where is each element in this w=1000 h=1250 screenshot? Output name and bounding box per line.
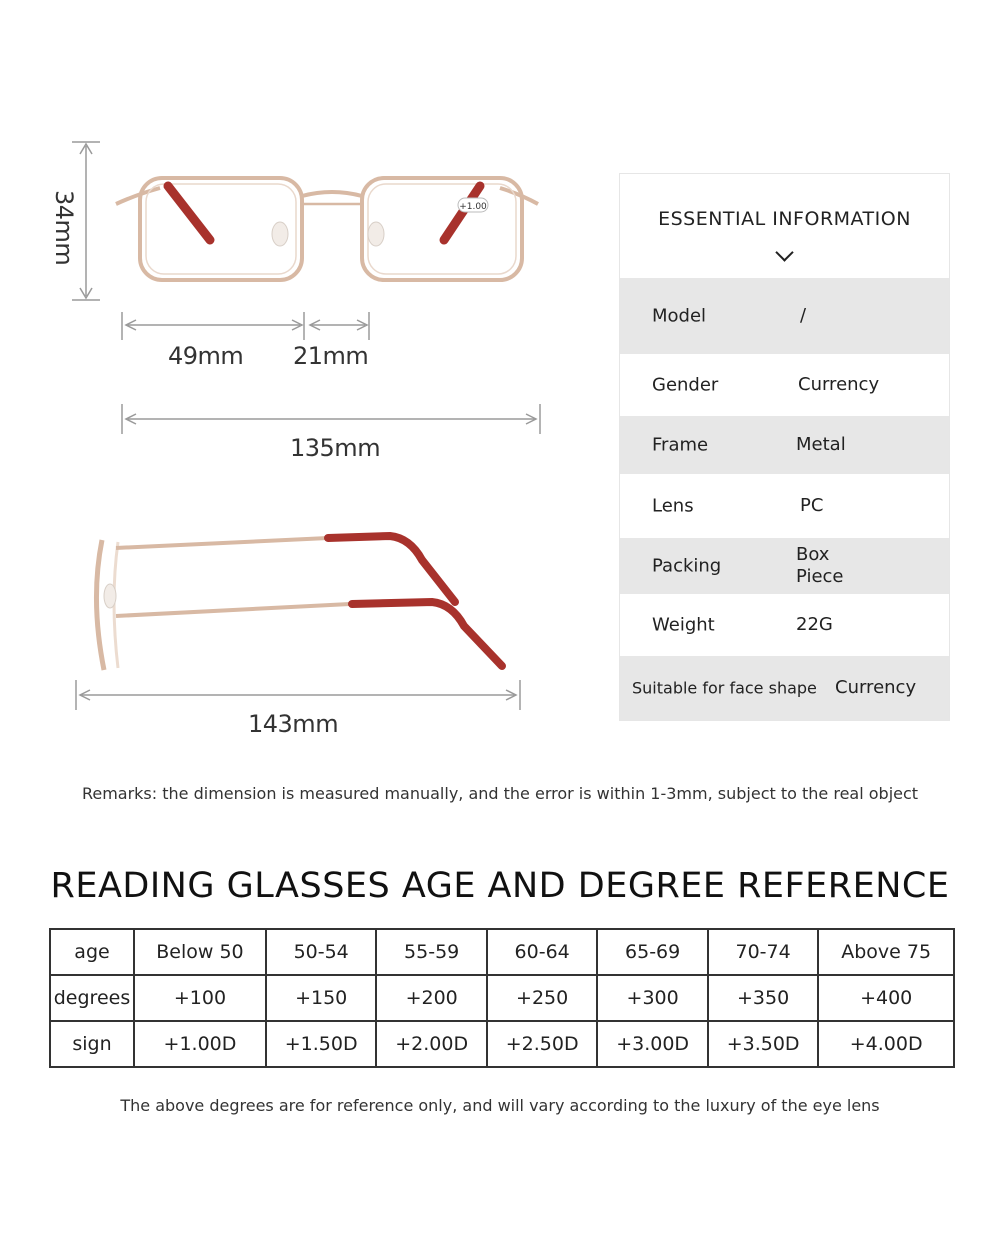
table-cell: +3.00D [597, 1021, 707, 1067]
frame-width-label: 135mm [290, 434, 381, 462]
info-value: PC [800, 495, 824, 516]
table-cell: 55-59 [376, 929, 486, 975]
bridge-width-label: 21mm [293, 342, 369, 370]
info-row-packing [620, 538, 949, 594]
table-cell: +250 [487, 975, 597, 1021]
nose-pad-left [272, 222, 288, 246]
info-row-weight [620, 594, 949, 656]
info-header [620, 174, 949, 278]
right-temple-tip [444, 186, 480, 240]
info-row-lens [620, 474, 949, 538]
temple-length-label: 143mm [248, 710, 339, 738]
info-key: Packing [652, 555, 722, 577]
info-key: Gender [652, 374, 719, 396]
info-key: Weight [652, 614, 715, 636]
remarks-text: Remarks: the dimension is measured manually, and the error is within 1-3mm, subject to the real object [81, 784, 919, 803]
info-value: Metal [796, 434, 846, 455]
reference-note: The above degrees are for reference only, and will vary according to the luxury of the eye lens [120, 1096, 880, 1115]
info-value: Currency [835, 677, 917, 698]
frame-width-dimension-line [122, 404, 540, 434]
table-cell: +1.00D [134, 1021, 266, 1067]
row-label: degrees [50, 975, 134, 1021]
info-value: 22G [796, 614, 833, 635]
table-cell: 70-74 [708, 929, 818, 975]
glasses-front-illustration [60, 130, 560, 440]
table-row-age [50, 929, 954, 975]
table-cell: +400 [818, 975, 954, 1021]
side-nose-pad [104, 584, 116, 608]
row-label: sign [50, 1021, 134, 1067]
height-label: 34mm [50, 190, 78, 266]
table-cell: Below 50 [134, 929, 266, 975]
info-key: Model [652, 305, 707, 327]
table-cell: Above 75 [818, 929, 954, 975]
info-row-face-shape [620, 656, 949, 720]
info-key: Frame [652, 434, 709, 456]
table-cell: 50-54 [266, 929, 376, 975]
table-cell: +2.50D [487, 1021, 597, 1067]
left-temple-tip [168, 186, 210, 240]
reference-table [49, 928, 955, 1068]
reference-title: READING GLASSES AGE AND DEGREE REFERENCE [50, 866, 950, 906]
table-cell: +350 [708, 975, 818, 1021]
nose-pad-right [368, 222, 384, 246]
temple-length-dimension-line [76, 680, 520, 710]
table-cell: +300 [597, 975, 707, 1021]
table-cell: +4.00D [818, 1021, 954, 1067]
table-cell: 65-69 [597, 929, 707, 975]
table-cell: +3.50D [708, 1021, 818, 1067]
info-value: Box Piece [796, 544, 844, 587]
info-key: Lens [652, 495, 694, 517]
table-cell: +1.50D [266, 1021, 376, 1067]
lens-width-dimension-line [122, 312, 304, 340]
bridge-width-dimension-line [310, 312, 369, 340]
row-label: age [50, 929, 134, 975]
glasses-side-frame [96, 538, 350, 670]
info-row-gender [620, 354, 949, 416]
upper-temple-tip [328, 536, 455, 602]
table-cell: +100 [134, 975, 266, 1021]
info-key: Suitable for face shape [632, 678, 817, 698]
table-cell: +150 [266, 975, 376, 1021]
chevron-down-icon [775, 243, 793, 261]
table-row-degrees [50, 975, 954, 1021]
lens-sticker-text: +1.00 [459, 202, 487, 212]
glasses-side-illustration [60, 520, 540, 720]
essential-information-panel [619, 173, 950, 721]
table-cell: 60-64 [487, 929, 597, 975]
info-value: Currency [798, 374, 880, 395]
info-value: / [800, 305, 807, 326]
table-row-sign [50, 1021, 954, 1067]
info-title: ESSENTIAL INFORMATION [658, 208, 911, 230]
table-cell: +2.00D [376, 1021, 486, 1067]
lower-temple-tip [352, 602, 502, 666]
info-row-model [620, 278, 949, 354]
lens-width-label: 49mm [168, 342, 244, 370]
info-row-frame [620, 416, 949, 474]
table-cell: +200 [376, 975, 486, 1021]
